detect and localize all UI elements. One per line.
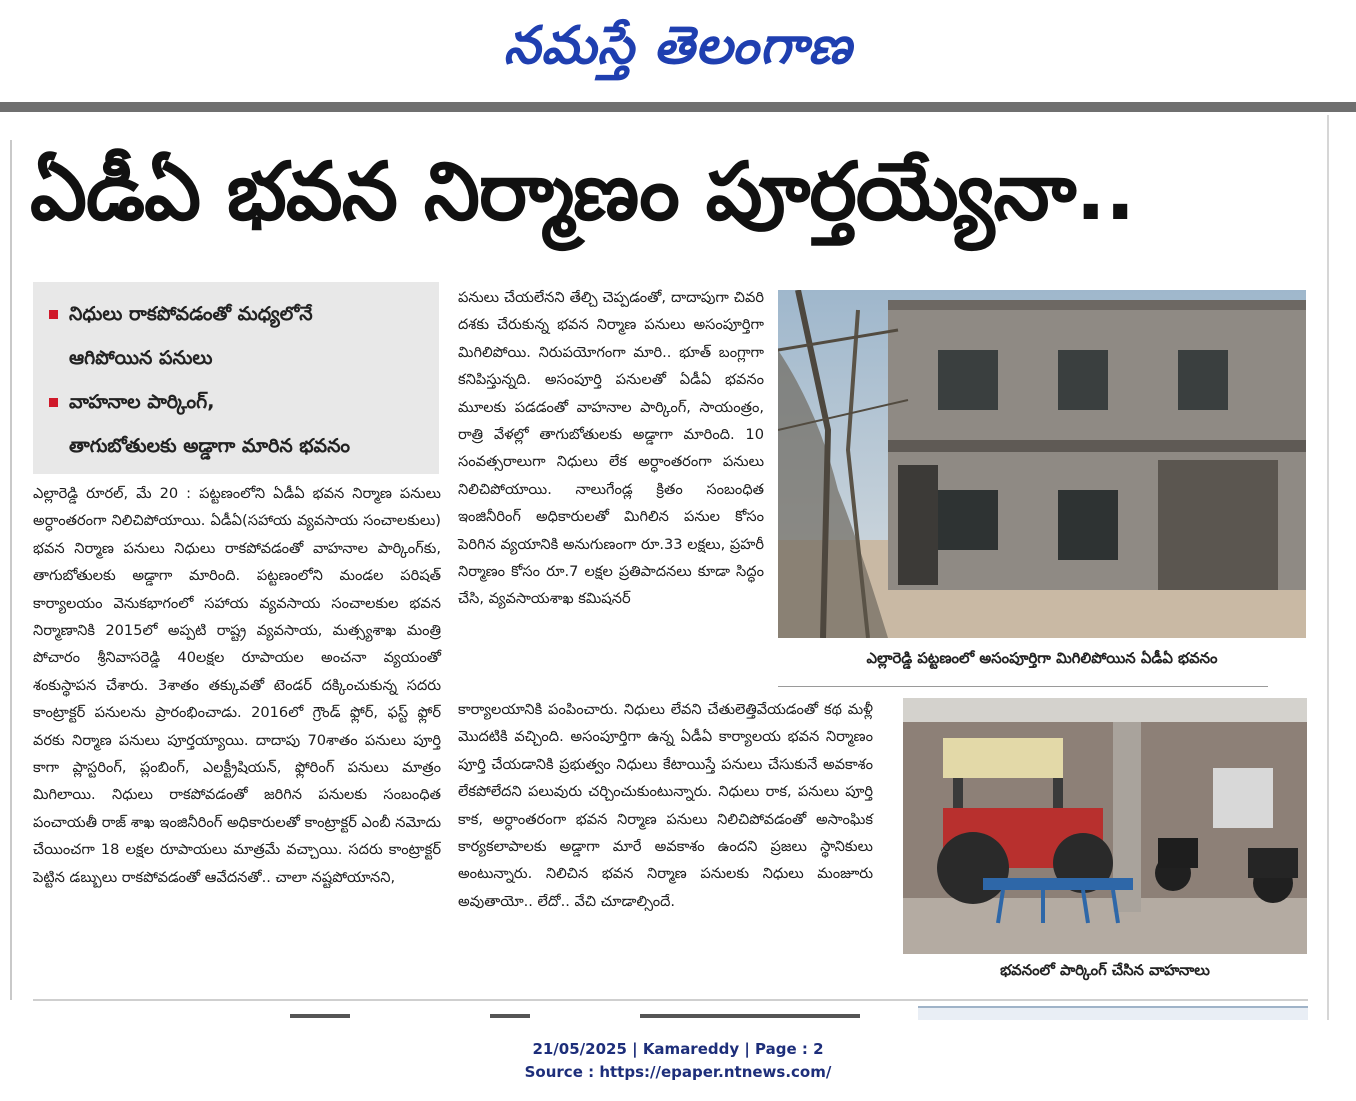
- bullet-square-icon: [49, 310, 58, 319]
- right-column-border: [1327, 115, 1329, 1020]
- highlight-line: నిధులు రాకపోవడంతో మధ్యలోనే: [69, 303, 313, 325]
- highlight-line: వాహనాల పార్కింగ్,: [69, 391, 215, 413]
- highlight-item: [47, 380, 425, 468]
- building-photo: [778, 290, 1306, 638]
- source-link[interactable]: Source : https://epaper.ntnews.com/: [524, 1063, 832, 1081]
- masthead-rule: [0, 102, 1356, 112]
- page-footer: [0, 1020, 1356, 1101]
- body-column-middle: పనులు చేయలేనని తేల్చి చెప్పడంతో, దాదాపుగా చివరి దశకు చేరుకున్న భవన నిర్మాణ పనులు అసంపూర్తిగా మిగిలిపోయి. నిరుపయోగంగా మారి.. భూత్ బంగ్లాగా కనిపిస్తున్నది. అసంపూర్తి పనులతో ఏడీఏ భవనం మూలకు పడడంతో వాహనాల పార్కింగ్, సాయంత్రం, రాత్రి వేళల్లో తాగుబోతులకు అడ్డాగా మారింది. 10 సంవత్సరాలుగా నిధులు లేక అర్ధాంతరంగా పనులు నిలిచిపోయాయి. నాలుగేండ్ల క్రితం సంబంధిత ఇంజినీరింగ్ అధికారులతో మిగిలిన పనుల కోసం పెరిగిన వ్యయానికి అనుగుణంగా రూ.33 లక్షలు, ప్రహరీ నిర్మాణం కోసం రూ.7 లక్షల ప్రతిపాదనలు కూడా సిద్ధం చేసి, వ్యవసాయశాఖ కమిషనర్: [458, 289, 764, 608]
- body-column-middle-lower: కార్యాలయానికి పంపించారు. నిధులు లేవని చేతులెత్తివేయడంతో కథ మళ్లీ మొదటికి వచ్చింది. అసంపూర్తిగా ఉన్న ఏడీఏ కార్యాలయ భవన నిర్మాణం పూర్తి చేయడానికి ప్రభుత్వం నిధులు కేటాయిస్తే పనులు చేసుకునే అవకాశం లేకపోలేదని పలువురు చర్చించుకుంటున్నారు. నిధులు రాక, పనులు పూర్తి కాక, అర్ధాంతరంగా భవన నిర్మాణ పనులు నిలిచిపోవడంతో అసాంఘిక కార్యకలాపాలకు అడ్డాగా మారే అవకాశం ఉందని ప్రజలు స్థానికులు అంటున్నారు. నిలిచిన భవన నిర్మాణ పనులకు నిధులు మంజూరు అవుతాయో.. లేదో.. వేచి చూడాల్సిందే.: [458, 701, 873, 910]
- photo-caption: ఎల్లారెడ్డి పట్టణంలో అసంపూర్తిగా మిగిలిపోయిన ఏడీఏ భవనం: [866, 650, 1218, 667]
- edition-info: 21/05/2025 | Kamareddy | Page : 2: [532, 1040, 824, 1058]
- parking-photo-illustration: [903, 698, 1307, 954]
- building-photo-illustration: [778, 290, 1306, 638]
- parking-photo: [903, 698, 1307, 954]
- body-column-left: ఎల్లారెడ్డి రూరల్, మే 20 : పట్టణంలోని ఏడీఏ భవన నిర్మాణ పనులు అర్ధాంతరంగా నిలిచిపోయాయి. ఏడీఏ(సహాయ వ్యవసాయ సంచాలకులు) భవన నిర్మాణ పనులు నిధులు రాకపోవడంతో వాహనాల పార్కింగ్‌కు, తాగుబోతులకు అడ్డాగా మారింది. పట్టణంలోని మండల పరిషత్ కార్యాలయం వెనుకభాగంలో సహాయ వ్యవసాయ సంచాలకుల భవన నిర్మాణానికి 2015లో అప్పటి రాష్ట్ర వ్యవసాయ, మత్స్యశాఖ మంత్రి పోచారం శ్రీనివాసరెడ్డి 40లక్షల రూపాయల అంచనా వ్యయంతో శంకుస్థాపన చేశారు. 3శాతం తక్కువతో టెండర్ దక్కించుకున్న సదరు కాంట్రాక్టర్ పనులను ప్రారంభించాడు. 2016లో గ్రౌండ్ ఫ్లోర్, ఫస్ట్ ఫ్లోర్ వరకు నిర్మాణ పనులు పూర్తయ్యాయి. దాదాపు 70శాతం పనులు పూర్తి కాగా ప్లాస్టరింగ్, ప్లంబింగ్, ఎలక్ట్రీషియన్, ఫ్లోరింగ్ పనులు మాత్రం మిగిలాయి. నిధులు రాకపోవడంతో జరిగిన పనులకు సంబంధిత పంచాయతీ రాజ్ శాఖ ఇంజినీరింగ్ అధికారులతో కాంట్రాక్టర్ ఎంబీ నమోదు చేయించగా 18 లక్షల రూపాయలు మాత్రమే వచ్చాయి. సదరు కాంట్రాక్టర్ పెట్టిన డబ్బులు రాకపోవడంతో ఆవేదనతో.. చాలా నష్టపోయానని,: [33, 485, 441, 886]
- newspaper-logo: నమస్తే తెలంగాణ: [503, 16, 853, 76]
- photo-caption: భవనంలో పార్కింగ్ చేసిన వాహనాలు: [1000, 962, 1210, 979]
- bullet-square-icon: [49, 398, 58, 407]
- caption-rule: [778, 686, 1268, 687]
- left-column-border: [10, 140, 12, 1000]
- article-headline: ఏడీఏ భవన నిర్మాణం పూర్తయ్యేనా..: [30, 145, 1135, 238]
- highlight-item: [47, 292, 425, 380]
- highlight-line: తాగుబోతులకు అడ్డాగా మారిన భవనం: [69, 435, 351, 457]
- highlight-line: ఆగిపోయిన పనులు: [69, 347, 213, 369]
- highlights-box: [33, 282, 439, 474]
- bottom-rule: [33, 999, 1308, 1001]
- masthead: [0, 0, 1356, 102]
